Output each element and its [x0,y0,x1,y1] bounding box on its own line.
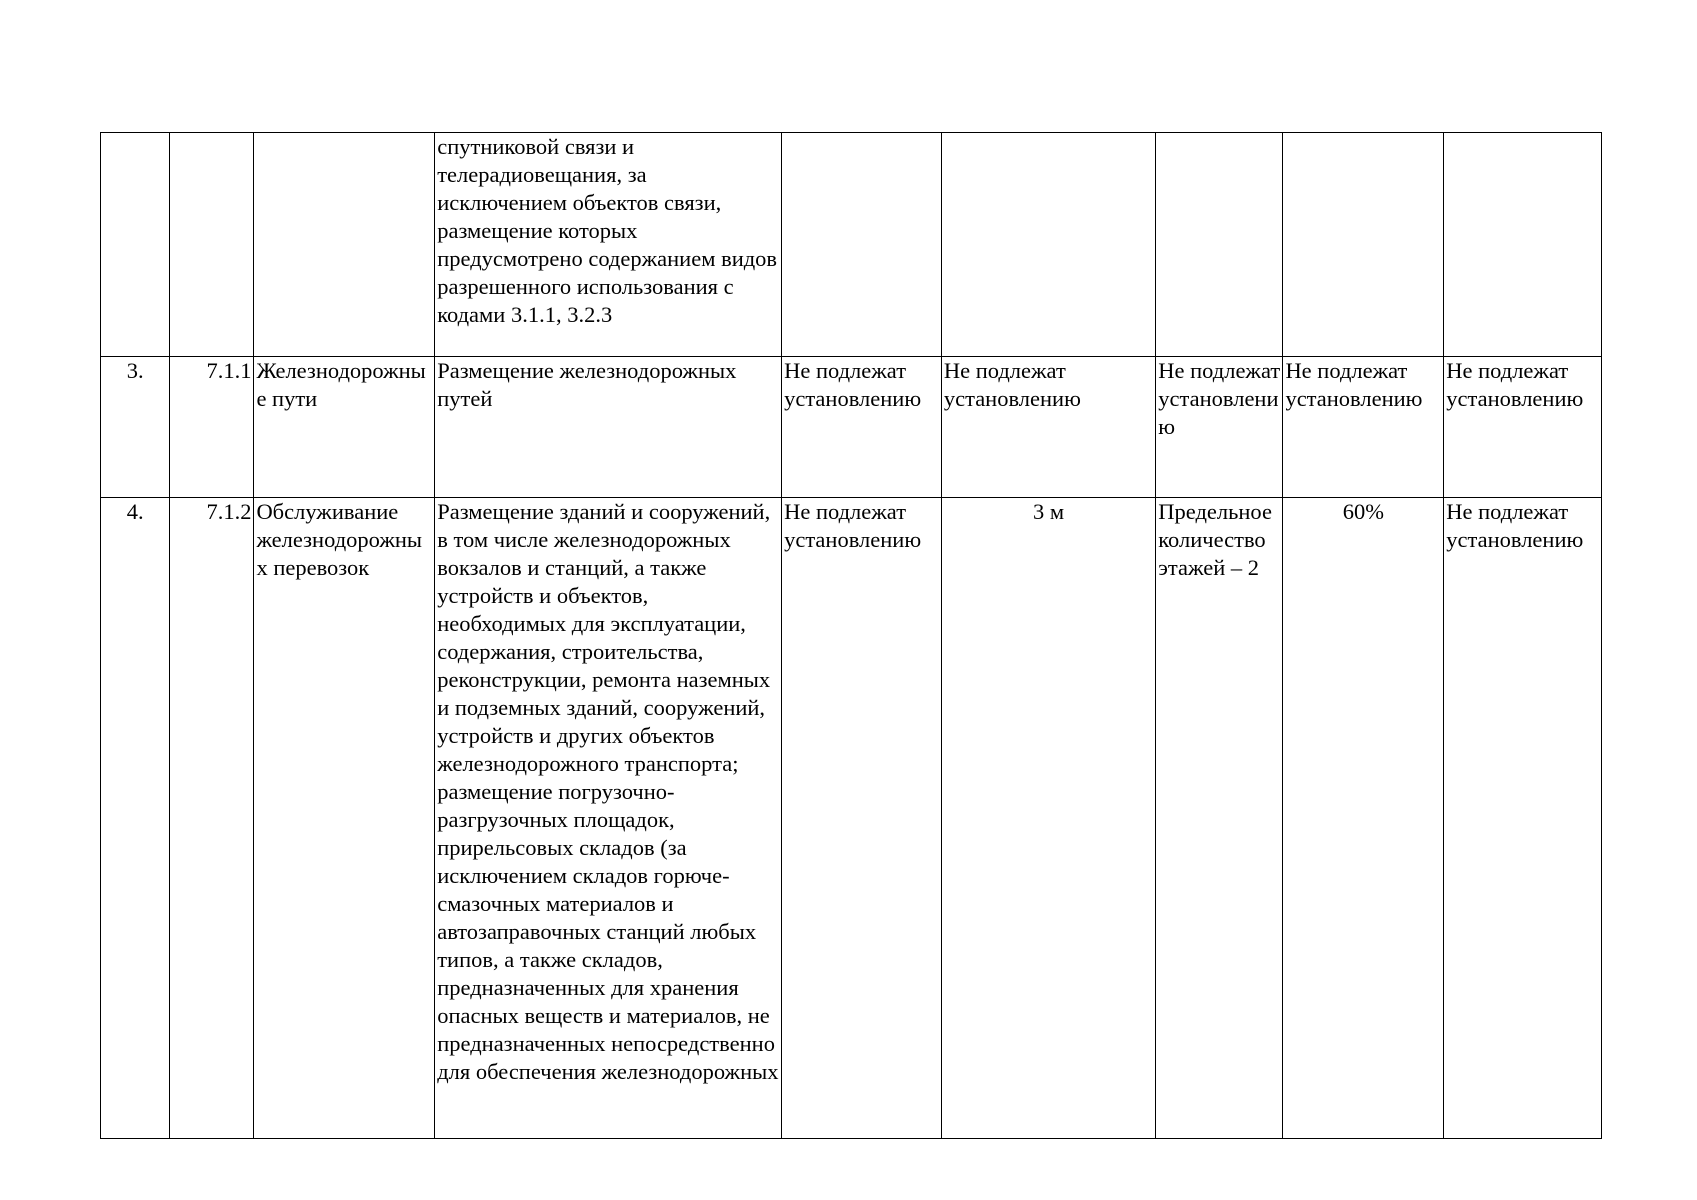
param-cell [1156,133,1283,357]
param-cell [1283,133,1444,357]
table-row [101,498,1602,1139]
use-name: Обслуживание железнодорожных перевозок [254,498,435,1139]
param-cell [1444,133,1602,357]
use-description: Размещение железнодорожных путей [435,357,782,498]
description-text: спутниковой связи и телерадиовещания, за исключением объектов связи, размещение которых предусмотрено содержанием видов разрешенного использования с кодами 3.1.1, 3.2.3 [437,134,778,327]
row-number: 4. [101,498,170,1139]
param-cell [782,133,942,357]
use-code: 7.1.2 [170,498,254,1139]
min-setback: 3 м [941,498,1155,1139]
use-description [435,498,782,1139]
param-cell [941,133,1155,357]
row-number: 3. [101,357,170,498]
use-code [170,133,254,357]
max-coverage: Не подлежат установлению [1283,357,1444,498]
use-description [435,133,782,357]
use-code: 7.1.1 [170,357,254,498]
use-name [254,133,435,357]
max-coverage: 60% [1283,498,1444,1139]
max-floors: Не подлежат установлению [1156,357,1283,498]
min-plot-size: Не подлежат установлению [782,498,942,1139]
max-floors: Предельное количество этажей – 2 [1156,498,1283,1139]
use-name: Железнодорожные пути [254,357,435,498]
other-params: Не подлежат установлению [1444,357,1602,498]
min-setback: Не подлежат установлению [941,357,1155,498]
table-row [101,357,1602,498]
row-number [101,133,170,357]
land-use-table [100,132,1602,1139]
description-text: Размещение зданий и сооружений, в том числе железнодорожных вокзалов и станций, а также устройств и объектов, необходимых для эксплуатации, содержания, строительства, реконструкции, ремонта наземных и подземных зданий, сооружений, устройств и других объектов железнодорожного транспорта; размещение погрузочно-разгрузочных площадок, прирельсовых складов (за исключением складов горюче-смазочных материалов и автозаправочных станций любых типов, а также складов, предназначенных для хранения опасных веществ и материалов, не предназначенных непосредственно для обеспечения железнодорожных [437,499,779,1084]
table-row [101,133,1602,357]
other-params: Не подлежат установлению [1444,498,1602,1139]
min-plot-size: Не подлежат установлению [782,357,942,498]
